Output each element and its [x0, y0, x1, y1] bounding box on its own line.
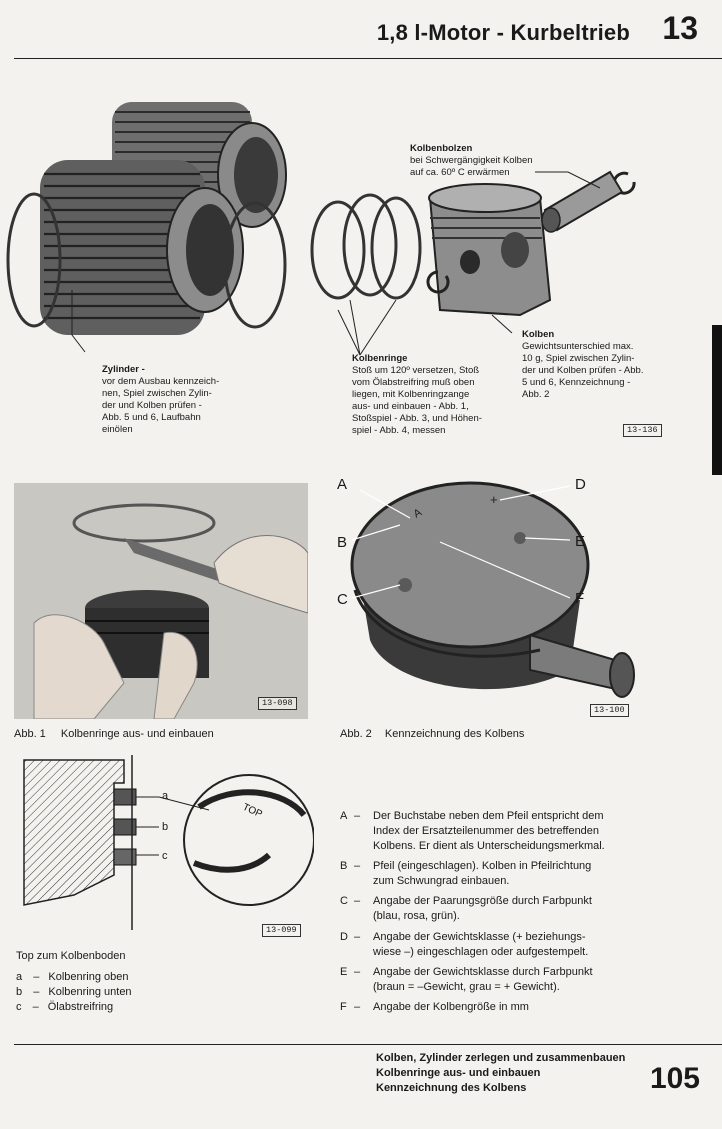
fig3-item-text: Kolbenring unten	[48, 986, 132, 998]
footer-topic: Kennzeichnung des Kolbens	[376, 1082, 527, 1094]
fig3-item	[16, 971, 129, 983]
legend-item-e	[340, 965, 685, 995]
fig1-illustration	[14, 483, 308, 719]
label-kolben-line: 10 g, Spiel zwischen Zylin-	[522, 353, 635, 364]
legend-line: Angabe der Kolbengröße in mm	[373, 1001, 529, 1013]
piston-pin	[542, 172, 622, 232]
fig3-item-dash: –	[33, 971, 40, 983]
legend-line: Der Buchstabe neben dem Pfeil entspricht dem	[373, 810, 604, 822]
label-kolben-line: Abb. 2	[522, 389, 550, 400]
label-kolbenringe	[352, 353, 482, 437]
figure-code-top: 13-136	[623, 424, 662, 437]
fig3-item-text: Ölabstreifring	[47, 1001, 114, 1013]
fig1-code: 13-098	[258, 697, 297, 710]
label-kolben-line: Gewichtsunterschied max.	[522, 341, 634, 352]
fig3-ring-letter-a: a	[162, 790, 169, 802]
footer-topic: Kolben, Zylinder zerlegen und zusammenbauen	[376, 1052, 626, 1064]
legend-line: zum Schwungrad einbauen.	[373, 875, 510, 887]
label-kolbenringe-line: Stoßspiel - Abb. 3, und Höhen-	[352, 413, 482, 424]
legend-line: Angabe der Gewichtsklasse (+ beziehungs-	[373, 931, 586, 943]
label-kolbenringe-line: aus- und einbauen - Abb. 1,	[352, 401, 469, 412]
legend-line: Index der Ersatzteilenummer des betreffenden	[373, 825, 600, 837]
svg-text:TOP: TOP	[240, 801, 264, 821]
legend-item-b	[340, 859, 685, 889]
legend-item-d	[340, 930, 685, 960]
legend-line: (blau, rosa, grün).	[373, 910, 460, 922]
label-zylinder-line: der und Kolben prüfen -	[102, 400, 202, 411]
fig1-caption-number: Abb. 1	[14, 728, 46, 740]
label-kolbenbolzen-line: bei Schwergängigkeit Kolben	[410, 155, 533, 166]
fig2-callout-f: F	[575, 590, 585, 607]
label-kolben	[522, 329, 643, 401]
label-zylinder-line: vor dem Ausbau kennzeich-	[102, 376, 220, 387]
header-rule	[14, 58, 722, 59]
legend-dash: –	[354, 966, 361, 978]
chapter-number: 13	[662, 10, 698, 46]
fig2-callout-c: C	[337, 591, 348, 608]
label-zylinder-line: einölen	[102, 424, 133, 435]
legend-line: Pfeil (eingeschlagen). Kolben in Pfeilrichtung	[373, 860, 592, 872]
fig3-item-key: c	[16, 1001, 22, 1013]
fig3-code: 13-099	[262, 924, 301, 937]
legend-dash: –	[354, 860, 361, 872]
legend-key: A	[340, 810, 348, 822]
fig1-photo	[14, 483, 308, 719]
label-kolbenringe-title: Kolbenringe	[352, 353, 408, 364]
fig1-caption-text: Kolbenringe aus- und einbauen	[60, 728, 214, 740]
fig2-code: 13-100	[590, 704, 629, 717]
label-kolbenringe-line: Stoß um 120º versetzen, Stoß	[352, 365, 480, 376]
fig2-caption-text: Kennzeichnung des Kolbens	[384, 728, 525, 740]
legend-line: Angabe der Paarungsgröße durch Farbpunkt	[373, 895, 592, 907]
fig3-item	[16, 986, 132, 998]
legend-item-a	[340, 809, 685, 854]
legend-key: D	[340, 931, 348, 943]
svg-text:+: +	[490, 492, 498, 507]
fig3-illustration	[14, 755, 314, 935]
legend-key: E	[340, 966, 348, 978]
legend-key: C	[340, 895, 348, 907]
legend-dash: –	[354, 1001, 361, 1013]
label-zylinder-title: Zylinder -	[102, 364, 145, 375]
page-title: 1,8 l-Motor - Kurbeltrieb	[376, 20, 630, 45]
legend-line: wiese –) eingeschlagen oder aufgestempelt.	[373, 946, 589, 958]
fig2-callout-b: B	[337, 534, 348, 551]
fig2-callout-d: D	[575, 476, 586, 493]
label-kolben-line: der und Kolben prüfen - Abb.	[522, 365, 644, 376]
legend-item-c	[340, 894, 685, 924]
fig1-caption	[14, 728, 214, 740]
label-kolbenringe-line: spiel - Abb. 4, messen	[352, 425, 446, 436]
label-kolben-title: Kolben	[522, 329, 555, 340]
fig3-item-dash: –	[33, 986, 40, 998]
fig2-callout-a: A	[337, 476, 348, 493]
footer-topic: Kolbenringe aus- und einbauen	[376, 1067, 541, 1079]
label-kolbenringe-line: vom Ölabstreifring muß oben	[352, 377, 475, 388]
label-kolbenbolzen-title: Kolbenbolzen	[410, 143, 473, 154]
legend-line: Angabe der Gewichtsklasse durch Farbpunkt	[373, 966, 593, 978]
label-zylinder-line: nen, Spiel zwischen Zylin-	[102, 388, 212, 399]
label-kolbenringe-line: liegen, mit Kolbenringzange	[352, 389, 470, 400]
legend-dash: –	[354, 895, 361, 907]
legend-key: B	[340, 860, 348, 872]
piston	[429, 184, 550, 315]
svg-text:A: A	[411, 506, 424, 521]
label-zylinder-line: Abb. 5 und 6, Laufbahn	[102, 412, 201, 423]
fig2-callout-e: E	[575, 533, 586, 550]
label-kolbenbolzen	[410, 143, 533, 179]
legend-dash: –	[354, 810, 361, 822]
fig2-caption-number: Abb. 2	[340, 728, 372, 740]
fig2-caption	[340, 728, 524, 740]
label-kolbenbolzen-line: auf ca. 60º C erwärmen	[410, 167, 510, 178]
fig3-caption-title: Top zum Kolbenboden	[16, 950, 126, 962]
fig3-item-text: Kolbenring oben	[48, 971, 129, 983]
fig3-ring-letter-c: c	[162, 850, 168, 862]
fig3-item	[16, 1001, 113, 1013]
chapter-side-tab	[712, 325, 722, 475]
fig3-ring-letter-b: b	[162, 821, 169, 833]
fig2-illustration	[330, 470, 650, 720]
fig3-item-dash: –	[32, 1001, 39, 1013]
legend-line: Kolbens. Er dient als Unterscheidungsmerkmal.	[373, 840, 605, 852]
fig3-item-key: b	[16, 986, 23, 998]
legend-dash: –	[354, 931, 361, 943]
label-zylinder	[102, 364, 219, 436]
page-number: 105	[649, 1062, 700, 1095]
footer-rule	[14, 1044, 722, 1045]
legend-item-f	[340, 1000, 685, 1016]
fig3-item-key: a	[16, 971, 23, 983]
label-kolben-line: 5 und 6, Kennzeichnung -	[522, 377, 631, 388]
piston-rings	[312, 195, 420, 298]
legend-line: (braun = –Gewicht, grau = + Gewicht).	[373, 981, 560, 993]
legend-key: F	[340, 1001, 347, 1013]
exploded-view-illustration	[0, 90, 690, 370]
